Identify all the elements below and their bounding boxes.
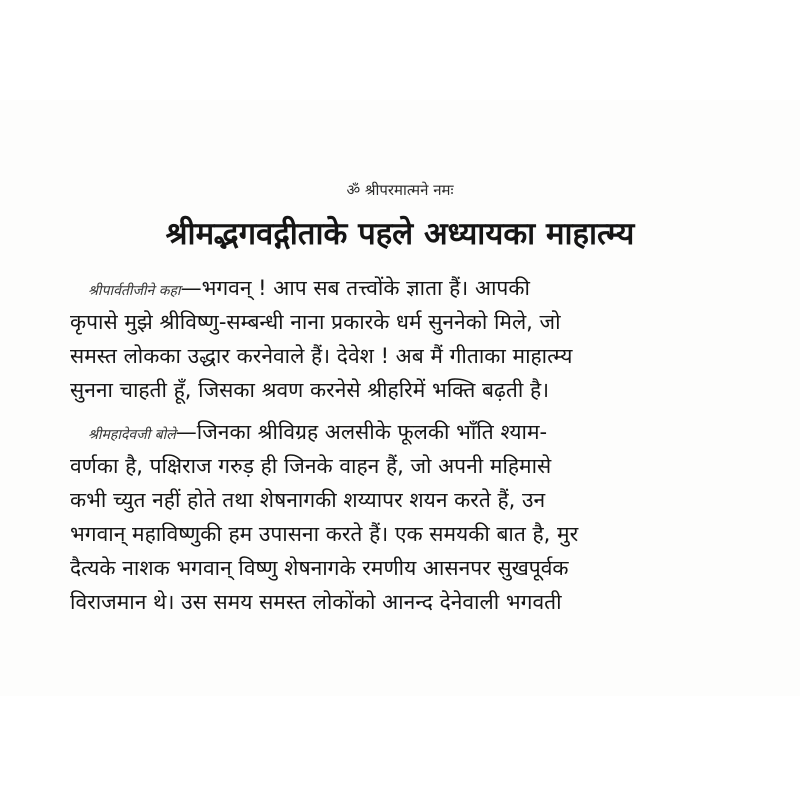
text-line (70, 274, 728, 302)
chapter-title: श्रीमद्भगवद्गीताके पहले अध्यायका माहात्म्य (165, 216, 635, 252)
text-line: वर्णका है, पक्षिराज गरुड़ ही जिनके वाहन हैं, जो अपनी महिमासे (70, 454, 552, 478)
text-line: विराजमान थे। उस समय समस्त लोकोंको आनन्द देनेवाली भगवती (70, 590, 562, 614)
speaker-label: श्रीपार्वतीजीने कहा (88, 283, 181, 299)
invocation-line: ॐ श्रीपरमात्मने नमः (346, 181, 454, 199)
speaker-label: श्रीमहादेवजी बोले (88, 427, 176, 443)
text-line: सुनना चाहती हूँ, जिसका श्रवण करनेसे श्रीहरिमें भक्ति बढ़ती है। (70, 378, 550, 402)
text-line: दैत्यके नाशक भगवान् विष्णु शेषनागके रमणीय आसनपर सुखपूर्वक (70, 556, 569, 580)
line-text: —जिनका श्रीविग्रह अलसीके फूलकी भाँति श्याम- (175, 420, 548, 444)
text-line: भगवान् महाविष्णुकी हम उपासना करते हैं। एक समयकी बात है, मुर (70, 522, 579, 546)
text-line: कभी च्युत नहीं होते तथा शेषनागकी शय्यापर शयन करते हैं, उन (70, 488, 546, 512)
text-line: समस्त लोकका उद्धार करनेवाले हैं। देवेश ! अब मैं गीताका माहात्म्य (70, 344, 573, 368)
text-line: कृपासे मुझे श्रीविष्णु-सम्बन्धी नाना प्रकारके धर्म सुननेको मिले, जो (70, 310, 561, 334)
paper-sheet (0, 100, 800, 696)
text-line (70, 418, 728, 446)
line-text: —भगवन् ! आप सब तत्त्वोंके ज्ञाता हैं। आपकी (180, 276, 530, 300)
